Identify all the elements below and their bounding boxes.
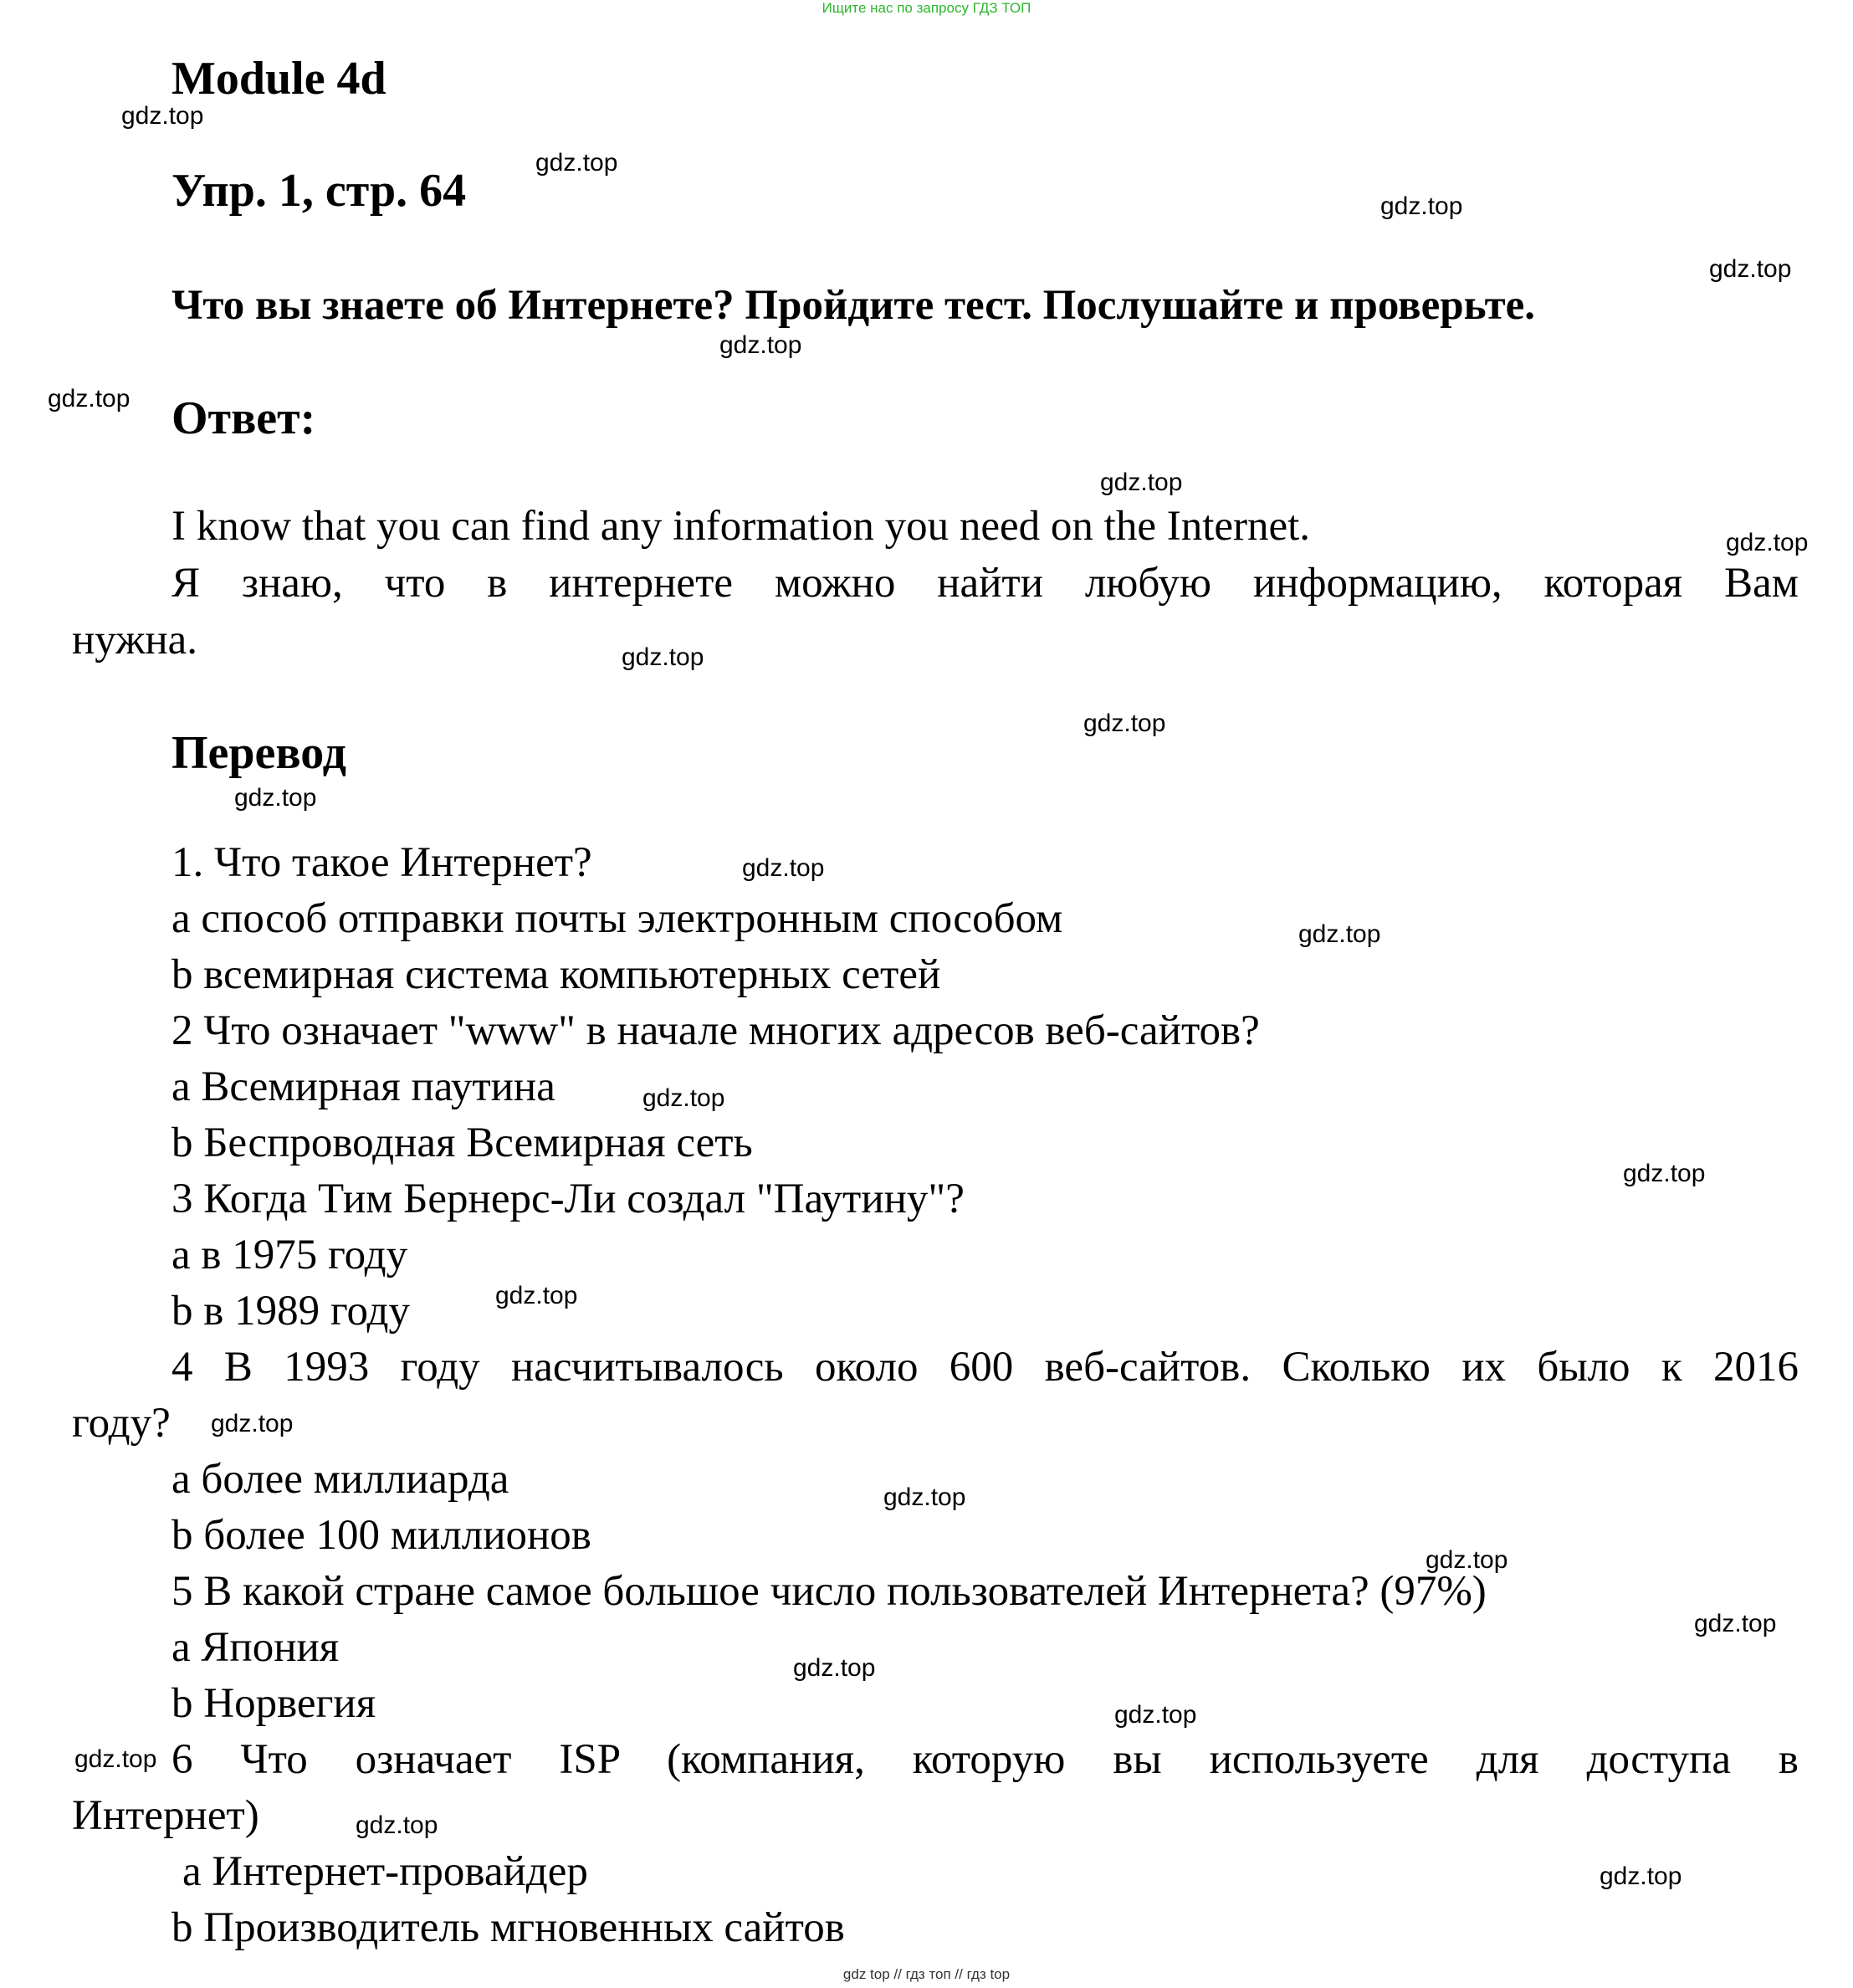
question-4-option-a: a более миллиарда: [171, 1456, 509, 1503]
watermark: gdz.top: [719, 331, 802, 359]
watermark: gdz.top: [356, 1811, 438, 1839]
watermark: gdz.top: [121, 102, 204, 130]
watermark: gdz.top: [495, 1282, 578, 1309]
answer-russian-line-2: нужна.: [72, 617, 198, 664]
translation-heading: Перевод: [171, 727, 346, 779]
watermark: gdz.top: [1623, 1160, 1706, 1187]
watermark: gdz.top: [1100, 469, 1183, 496]
question-5: 5 В какой стране самое большое число пользователей Интернета? (97%): [171, 1568, 1487, 1615]
watermark: gdz.top: [74, 1745, 157, 1773]
watermark: gdz.top: [1380, 192, 1463, 220]
watermark: gdz.top: [1083, 710, 1166, 737]
question-6-option-b: b Производитель мгновенных сайтов: [171, 1904, 845, 1951]
watermark: gdz.top: [642, 1084, 725, 1112]
question-2-option-a: a Всемирная паутина: [171, 1063, 555, 1110]
watermark: gdz.top: [1694, 1610, 1777, 1637]
question-6-line-1: 6 Что означает ISP (компания, которую вы используете для доступа в: [171, 1736, 1799, 1783]
answer-english: I know that you can find any information you need on the Internet.: [171, 503, 1311, 550]
question-5-option-b: b Норвегия: [171, 1680, 376, 1727]
watermark: gdz.top: [1114, 1701, 1197, 1729]
watermark: gdz.top: [1726, 529, 1809, 556]
question-3-option-b: b в 1989 году: [171, 1288, 410, 1335]
watermark: gdz.top: [535, 149, 618, 177]
question-1-option-b: b всемирная система компьютерных сетей: [171, 951, 941, 998]
watermark: gdz.top: [1426, 1546, 1508, 1574]
exercise-label: Упр. 1, стр. 64: [171, 165, 467, 217]
watermark: gdz.top: [742, 854, 825, 882]
question-1-option-a: a способ отправки почты электронным способом: [171, 895, 1063, 942]
question-5-option-a: a Япония: [171, 1624, 340, 1671]
watermark: gdz.top: [48, 385, 131, 412]
question-4-line-1: 4 В 1993 году насчитывалось около 600 веб-сайтов. Сколько их было к 2016: [171, 1344, 1799, 1391]
question-6-line-2: Интернет): [72, 1792, 259, 1839]
watermark: gdz.top: [1709, 255, 1792, 283]
question-3-option-a: a в 1975 году: [171, 1232, 408, 1278]
watermark: gdz.top: [622, 643, 704, 671]
question-2: 2 Что означает "www" в начале многих адресов веб-сайтов?: [171, 1007, 1260, 1054]
bottom-site-note: gdz top // гдз топ // гдз top: [842, 1966, 1011, 1982]
question-1: 1. Что такое Интернет?: [171, 839, 592, 886]
top-search-note: Ищите нас по запросу ГДЗ ТОП: [822, 0, 1031, 16]
watermark: gdz.top: [1298, 920, 1381, 948]
answer-russian-line-1: Я знаю, что в интернете можно найти любую информацию, которая Вам: [171, 560, 1799, 607]
watermark: gdz.top: [234, 784, 317, 812]
watermark: gdz.top: [883, 1483, 966, 1511]
question-4-line-2: году?: [72, 1400, 171, 1447]
watermark: gdz.top: [211, 1410, 294, 1437]
question-2-option-b: b Беспроводная Всемирная сеть: [171, 1120, 753, 1166]
question-4-option-b: b более 100 миллионов: [171, 1512, 591, 1559]
question-3: 3 Когда Тим Бернерс-Ли создал "Паутину"?: [171, 1176, 965, 1222]
watermark: gdz.top: [1600, 1862, 1682, 1890]
watermark: gdz.top: [793, 1654, 876, 1682]
module-title: Module 4d: [171, 53, 386, 105]
task-text: Что вы знаете об Интернете? Пройдите тест. Послушайте и проверьте.: [171, 282, 1536, 329]
answer-heading: Ответ:: [171, 392, 316, 444]
question-6-option-a: a Интернет-провайдер: [182, 1848, 588, 1895]
